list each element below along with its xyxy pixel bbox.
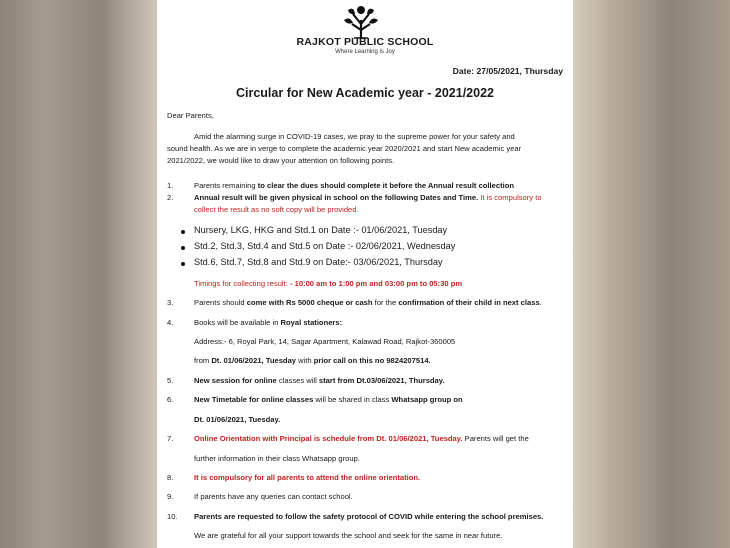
schedule-item-2: Std.2, Std.3, Std.4 and Std.5 on Date :- 02/06/2021, Wednesday <box>194 241 456 251</box>
circular-paper <box>157 0 573 548</box>
circular-date: Date: 27/05/2021, Thursday <box>452 66 563 76</box>
point-1-bold: to clear the dues should complete it before the Annual result collection <box>257 181 515 190</box>
point-3-end: . <box>539 298 542 307</box>
point-7-text: Parents will get the <box>462 434 529 443</box>
bullet-dot-icon <box>181 230 185 234</box>
point-6-text: will be shared in class <box>313 395 392 404</box>
point-3-text-2: for the <box>372 298 399 307</box>
stationer-address: Address:- 6, Royal Park, 14, Sagar Apartment, Kalawad Road, Rajkot-360005 <box>194 337 456 346</box>
school-logo-icon <box>340 2 382 40</box>
point-6-date: Dt. 01/06/2021, Tuesday. <box>194 415 281 424</box>
schedule-item-3: Std.6, Std.7, Std.8 and Std.9 on Date:- 03/06/2021, Thursday <box>194 257 443 267</box>
point-7-red: Online Orientation with Principal is schedule from Dt. 01/06/2021, Tuesday. <box>194 434 463 443</box>
point-6-number: 6. <box>167 395 174 404</box>
point-3-text: Parents should <box>194 298 247 307</box>
point-3 <box>194 297 542 309</box>
point-1 <box>194 180 514 192</box>
intro-line-3: 2021/2022, we would like to draw your attention on following points. <box>167 156 395 165</box>
point-5-date: start from Dt.03/06/2021, Thursday. <box>318 376 445 385</box>
point-3-number: 3. <box>167 298 174 307</box>
point-3-bold-1: come with Rs 5000 cheque or cash <box>246 298 373 307</box>
point-9-number: 9. <box>167 492 174 501</box>
point-2 <box>194 192 542 204</box>
point-4-with: with <box>296 356 314 365</box>
bullet-dot-icon <box>181 246 185 250</box>
timings <box>194 278 462 290</box>
timings-label: Timings for collecting result: <box>194 279 290 288</box>
point-2-red: It is compulsory to <box>478 193 542 202</box>
point-4-phone: prior call on this no 9824207514. <box>313 356 431 365</box>
circular-title: Circular for New Academic year - 2021/2022 <box>235 86 494 100</box>
intro-line-2: sound health. As we are in verge to complete the academic year 2020/2021 and start New academic year <box>167 144 522 153</box>
bullet-dot-icon <box>181 262 185 266</box>
point-4-from: from <box>194 356 212 365</box>
point-10: Parents are requested to follow the safety protocol of COVID while entering the school premises. <box>194 512 544 521</box>
salutation: Dear Parents, <box>167 111 214 120</box>
point-4-bold: Royal stationers: <box>280 318 343 327</box>
point-5-number: 5. <box>167 376 174 385</box>
point-1-text: Parents remaining <box>194 181 258 190</box>
point-2-number: 2. <box>167 193 174 202</box>
intro-line-1: Amid the alarming surge in COVID-19 cases, we pray to the supreme power for your safety and <box>194 132 515 141</box>
school-tagline: Where Learning is Joy <box>335 49 395 55</box>
point-4-number: 4. <box>167 318 174 327</box>
point-6-group: Whatsapp group on <box>391 395 463 404</box>
point-7-line-2: further information in their class Whatsapp group. <box>194 454 360 463</box>
point-2-line-2: collect the result as no soft copy will be provided. <box>194 205 359 214</box>
point-6 <box>194 394 463 406</box>
point-5 <box>194 375 445 387</box>
point-9: If parents have any queries can contact school. <box>194 492 353 501</box>
point-7-number: 7. <box>167 434 174 443</box>
point-1-number: 1. <box>167 181 174 190</box>
timings-value: - 10:00 am to 1:00 pm and 03:00 pm to 05:30 pm <box>289 279 463 288</box>
schedule-item-1: Nursery, LKG, HKG and Std.1 on Date :- 01/06/2021, Tuesday <box>194 225 448 235</box>
point-4 <box>194 317 342 329</box>
point-4-line-3 <box>194 355 431 367</box>
point-7 <box>194 433 529 445</box>
point-6-bold: New Timetable for online classes <box>194 395 314 404</box>
point-5-text: classes will <box>276 376 319 385</box>
point-3-bold-2: confirmation of their child in next class <box>398 298 540 307</box>
closing-line: We are grateful for all your support towards the school and seek for the same in near future. <box>194 531 503 540</box>
point-8: It is compulsory for all parents to attend the online orientation. <box>194 473 421 482</box>
point-5-bold: New session for online <box>194 376 277 385</box>
point-4-text: Books will be available in <box>194 318 281 327</box>
point-4-date: Dt. 01/06/2021, Tuesday <box>211 356 297 365</box>
point-10-number: 10. <box>167 512 178 521</box>
school-name: RAJKOT PUBLIC SCHOOL <box>296 36 434 48</box>
point-8-number: 8. <box>167 473 174 482</box>
point-2-bold: Annual result will be given physical in school on the following Dates and Time. <box>194 193 479 202</box>
